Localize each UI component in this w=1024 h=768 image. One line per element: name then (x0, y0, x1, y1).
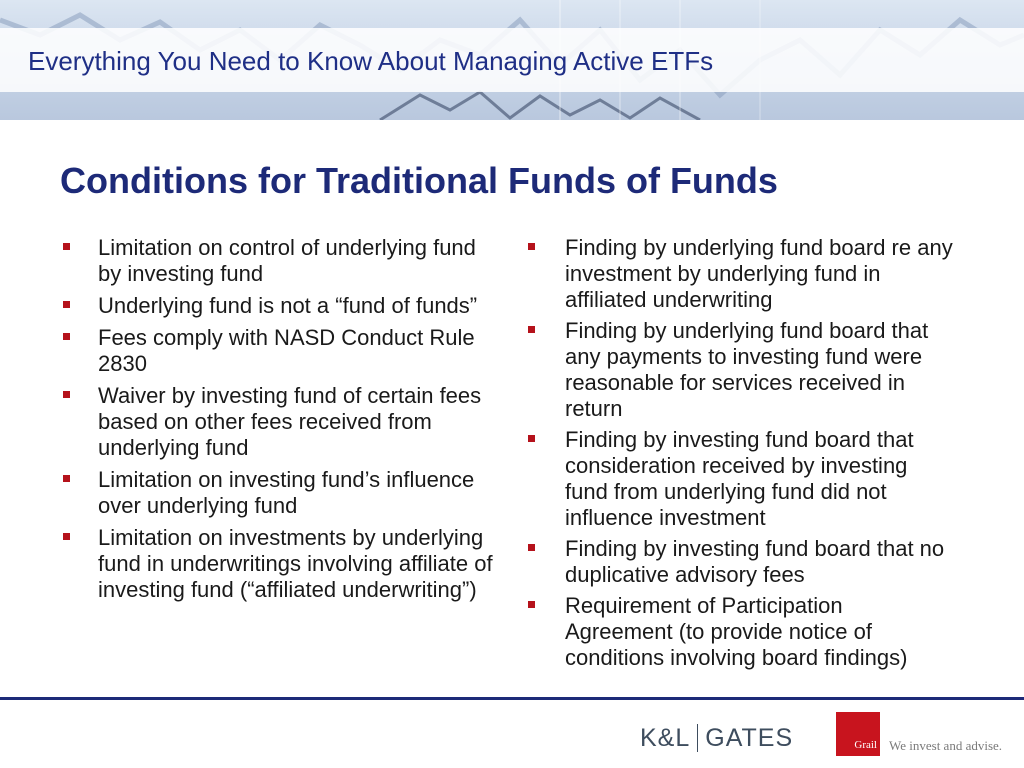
square-bullet-icon (528, 243, 535, 250)
kl-logo-right: GATES (705, 723, 794, 752)
square-bullet-icon (528, 601, 535, 608)
kl-logo-separator (697, 724, 698, 752)
right-bullet-list (525, 235, 955, 676)
square-bullet-icon (63, 391, 70, 398)
square-bullet-icon (528, 544, 535, 551)
grail-tagline: We invest and advise. (889, 738, 1003, 753)
list-item: Limitation on investing fund’s influence over underlying fund (60, 467, 505, 519)
list-item: Finding by underlying fund board re any investment by underlying fund in affiliated underwriting (525, 235, 955, 313)
list-item: Requirement of Participation Agreement (to provide notice of conditions involving board findings) (525, 593, 955, 671)
list-item: Finding by investing fund board that no duplicative advisory fees (525, 536, 955, 588)
list-item: Fees comply with NASD Conduct Rule 2830 (60, 325, 505, 377)
list-item: Waiver by investing fund of certain fees based on other fees received from underlying fund (60, 383, 505, 461)
header-banner (0, 0, 1024, 120)
list-item: Limitation on investments by underlying fund in underwritings involving affiliate of investing fund (“affiliated underwriting”) (60, 525, 505, 603)
grail-logo (836, 712, 880, 756)
left-bullet-list (60, 235, 505, 609)
square-bullet-icon (528, 435, 535, 442)
kl-gates-logo (640, 723, 793, 753)
list-item: Underlying fund is not a “fund of funds” (60, 293, 505, 319)
square-bullet-icon (63, 301, 70, 308)
grail-logo-text: Grail (854, 739, 877, 751)
slide-title: Conditions for Traditional Funds of Funds (60, 160, 778, 201)
footer-divider (0, 697, 1024, 700)
square-bullet-icon (63, 475, 70, 482)
header-title: Everything You Need to Know About Managing Active ETFs (28, 46, 714, 76)
list-item: Limitation on control of underlying fund by investing fund (60, 235, 505, 287)
square-bullet-icon (63, 243, 70, 250)
list-item: Finding by underlying fund board that any payments to investing fund were reasonable for services received in return (525, 318, 955, 422)
square-bullet-icon (528, 326, 535, 333)
square-bullet-icon (63, 533, 70, 540)
list-item: Finding by investing fund board that consideration received by investing fund from underlying fund did not influence investment (525, 427, 955, 531)
square-bullet-icon (63, 333, 70, 340)
kl-logo-left: K&L (640, 723, 691, 752)
